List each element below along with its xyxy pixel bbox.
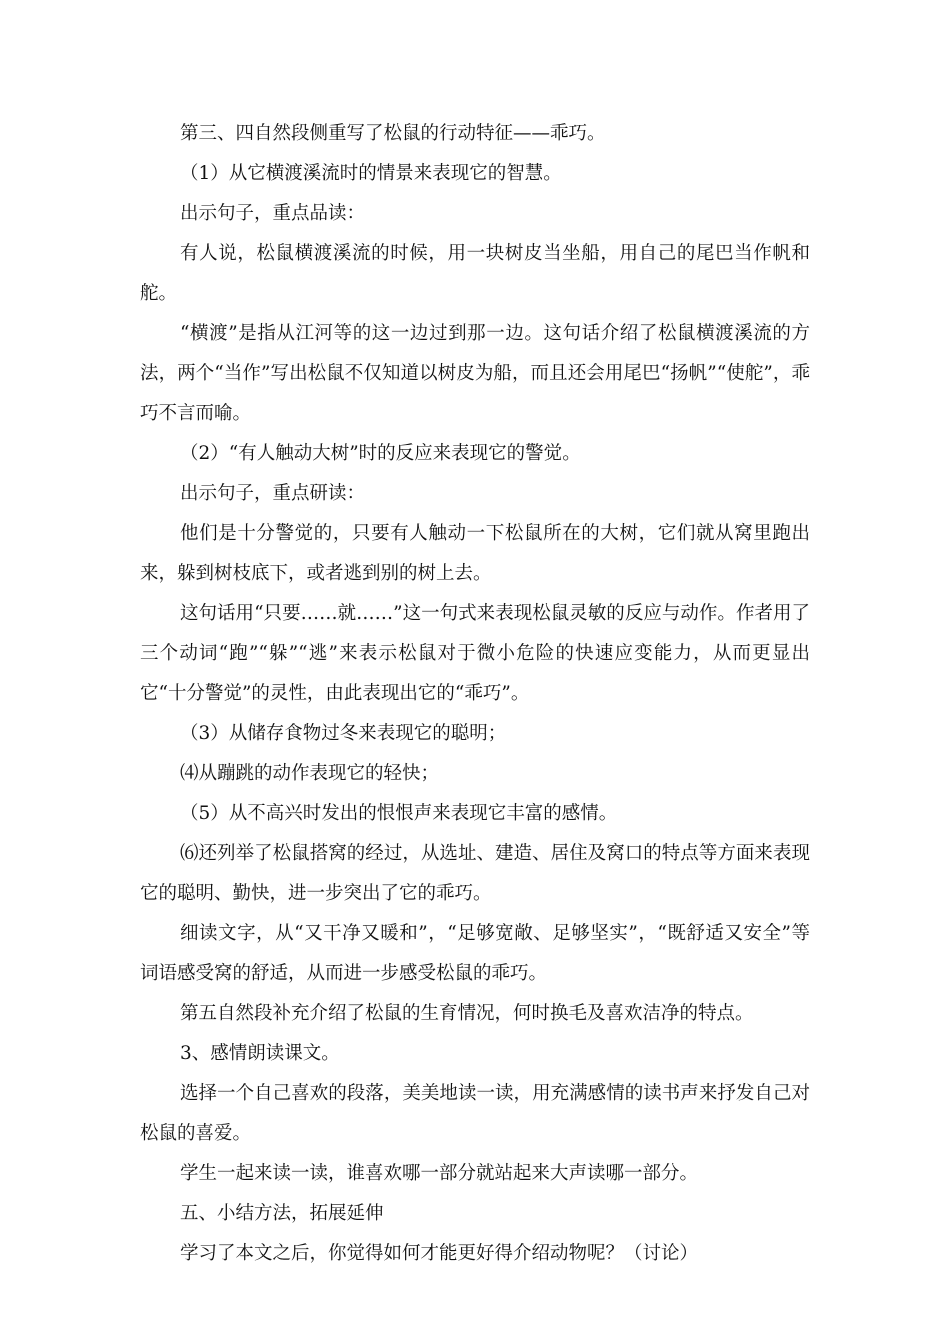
paragraph: （5）从不高兴时发出的恨恨声来表现它丰富的感情。 <box>180 803 618 824</box>
paragraph: 第五自然段补充介绍了松鼠的生育情况，何时换毛及喜欢洁净的特点。 <box>180 1003 754 1024</box>
paragraph: 学习了本文之后，你觉得如何才能更好得介绍动物呢？（讨论） <box>180 1243 699 1264</box>
paragraph: 出示句子，重点品读： <box>180 203 366 224</box>
paragraph: 这句话用“只要……就……”这一句式来表现松鼠灵敏的反应与动作。作者用了三个动词“跑”“躲”“逃”来表示松鼠对于微小危险的快速应变能力，从而更显出它“十分警觉”的灵性，由此表现出它的“乖巧”。 <box>140 603 810 704</box>
paragraph: （2）“有人触动大树”时的反应来表现它的警觉。 <box>180 443 581 464</box>
paragraph: ⑹还列举了松鼠搭窝的经过，从选址、建造、居住及窝口的特点等方面来表现它的聪明、勤快，进一步突出了它的乖巧。 <box>140 843 810 904</box>
document-body <box>140 114 810 1274</box>
paragraph: “横渡”是指从江河等的这一边过到那一边。这句话介绍了松鼠横渡溪流的方法，两个“当作”写出松鼠不仅知道以树皮为船，而且还会用尾巴“扬帆”“使舵”，乖巧不言而喻。 <box>140 323 810 424</box>
paragraph: 他们是十分警觉的，只要有人触动一下松鼠所在的大树，它们就从窝里跑出来，躲到树枝底下，或者逃到别的树上去。 <box>140 523 810 584</box>
paragraph: 出示句子，重点研读： <box>180 483 366 504</box>
paragraph: 选择一个自己喜欢的段落，美美地读一读，用充满感情的读书声来抒发自己对松鼠的喜爱。 <box>140 1083 810 1144</box>
section-heading: 五、小结方法，拓展延伸 <box>180 1203 384 1224</box>
paragraph: （1）从它横渡溪流时的情景来表现它的智慧。 <box>180 163 562 184</box>
paragraph: （3）从储存食物过冬来表现它的聪明； <box>180 723 507 744</box>
paragraph: ⑷从蹦跳的动作表现它的轻快； <box>180 763 440 784</box>
paragraph: 细读文字，从“又干净又暖和”，“足够宽敞、足够坚实”，“既舒适又安全”等词语感受窝的舒适，从而进一步感受松鼠的乖巧。 <box>140 923 810 984</box>
paragraph: 3、感情朗读课文。 <box>180 1043 340 1064</box>
paragraph: 有人说，松鼠横渡溪流的时候，用一块树皮当坐船，用自己的尾巴当作帆和舵。 <box>140 243 810 304</box>
paragraph: 学生一起来读一读，谁喜欢哪一部分就站起来大声读哪一部分。 <box>180 1163 699 1184</box>
paragraph: 第三、四自然段侧重写了松鼠的行动特征——乖巧。 <box>180 123 606 144</box>
